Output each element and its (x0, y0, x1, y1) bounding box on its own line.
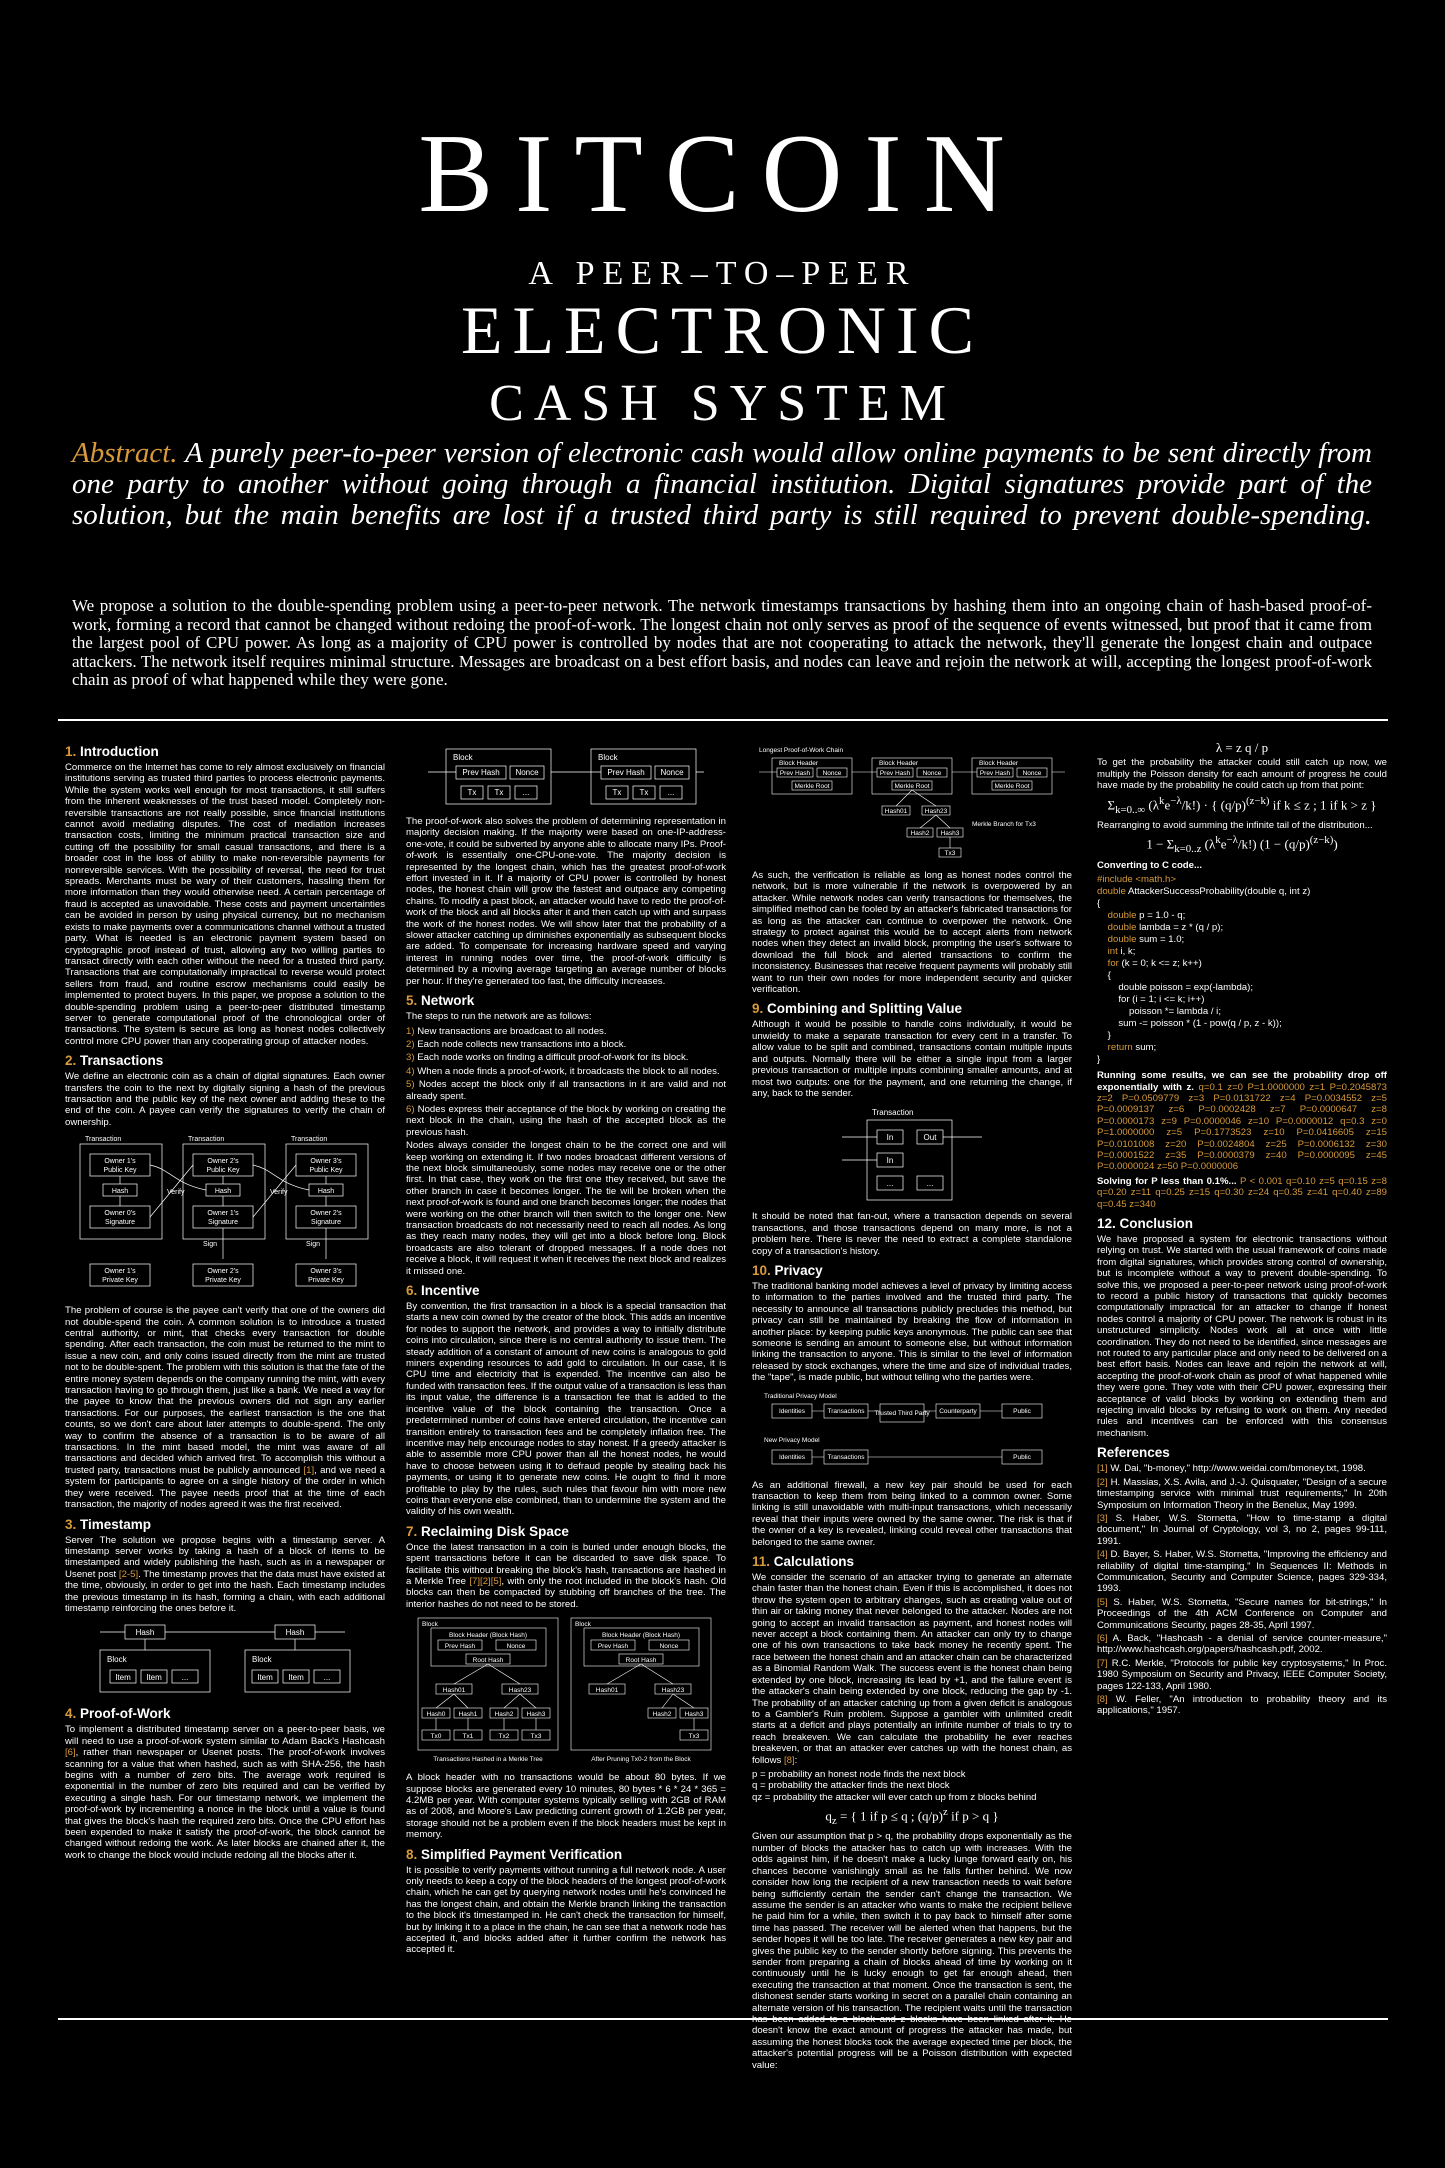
svg-text:Tx: Tx (612, 788, 622, 797)
abstract-label: Abstract. (72, 437, 178, 469)
svg-text:...: ... (886, 1179, 894, 1189)
svg-text:Transactions Hashed in a Merkl: Transactions Hashed in a Merkle Tree (433, 1756, 543, 1764)
svg-text:Item: Item (146, 1673, 162, 1683)
svg-text:In: In (886, 1133, 894, 1143)
svg-text:Identities: Identities (778, 1453, 806, 1461)
section-heading: 4. Proof-of-Work (65, 1706, 171, 1722)
code-line: for (k = 0; k <= z; k++) (1097, 958, 1202, 970)
code-line: poisson *= lambda / i; (1097, 1006, 1221, 1018)
code-line: int i, k; (1097, 946, 1136, 958)
svg-text:Merkle Root: Merkle Root (894, 783, 930, 790)
svg-text:Hash23: Hash23 (924, 808, 948, 815)
svg-text:Block: Block (453, 753, 473, 762)
code-line: double AttackerSuccessProbability(double q, int z) (1097, 886, 1311, 898)
svg-text:Hash: Hash (111, 1188, 129, 1196)
svg-text:Merkle Branch for Tx3: Merkle Branch for Tx3 (972, 821, 1036, 828)
section-heading: 5. Network (406, 993, 475, 1009)
svg-text:Public Key: Public Key (103, 1167, 137, 1175)
definition: p = probability an honest node finds the next block (752, 1768, 966, 1780)
abstract-text: A purely peer-to-peer version of electronic cash would allow online payments to be sent directly from one party to another without going through a financial institution. Digital signatures provide part of the solution, but the main benefits are lost if a trusted third party is still required to prevent double-spending. (72, 437, 1372, 531)
svg-text:Public Key: Public Key (206, 1167, 240, 1175)
svg-text:Out: Out (923, 1133, 937, 1143)
code-line: #include <math.h> (1097, 874, 1176, 886)
equation-lambda: λ = z q / p (1215, 740, 1269, 755)
svg-text:Block: Block (422, 1621, 438, 1629)
section-text: Server The solution we propose begins with a timestamp server. A timestamp server works by taking a hash of a block of items to be timestamped and widely publishing the hash, such as in a newspaper or Usenet post [2-5]. The timestamp proves that the data must have existed at the time, obviously, in order to get into the hash. Each timestamp includes the previous timestamp in its hash, forming a chain, with each additional timestamp reinforcing the ones before it. (65, 1534, 385, 1614)
section-heading: 6. Incentive (406, 1283, 480, 1299)
transactions-diagram (75, 1134, 375, 1299)
svg-text:Tx: Tx (494, 788, 504, 797)
svg-text:Item: Item (257, 1673, 273, 1683)
svg-text:Owner 2's: Owner 2's (310, 1210, 342, 1218)
section-heading: 11. Calculations (752, 1554, 855, 1570)
code-line: double p = 1.0 - q; (1097, 910, 1186, 922)
code-line: double sum = 1.0; (1097, 934, 1185, 946)
section-text: By convention, the first transaction in a block is a special transaction that starts a new coin owned by the creator of the block. This adds an incentive for nodes to support the network, and provides a way to initially distribute coins into circulation, since there is no central authority to issue them. The steady addition of a constant of amount of new coins is analogous to gold miners expending resources to add gold to circulation. In our case, it is CPU time and electricity that is expended. The incentive can also be funded with transaction fees. If the output value of a transaction is less than its input value, the difference is a transaction fee that is added to the incentive value of the block containing the transaction. Once a predetermined number of coins have entered circulation, the incentive can transition entirely to transaction fees and be completely inflation free. The incentive may help encourage nodes to stay honest. If a greedy attacker is able to assemble more CPU power than all the honest nodes, he would have to choose between using it to defraud people by stealing back his payments, or using it to generate new coins. He ought to find it more profitable to play by the rules, such rules that favour him with more new coins than everyone else combined, than to undermine the system and the validity of his own wealth. (406, 1301, 726, 1518)
references-list (1097, 1463, 1387, 1717)
bottom-divider (58, 2018, 1388, 2020)
svg-text:Tx: Tx (467, 788, 477, 797)
list-item: 1) New transactions are broadcast to all nodes. (406, 1025, 607, 1037)
svg-text:Private Key: Private Key (308, 1277, 344, 1285)
svg-text:Prev Hash: Prev Hash (607, 768, 645, 777)
section-text: Nodes always consider the longest chain to be the correct one and will keep working on extending it. If two nodes broadcast different versions of the next block simultaneously, some nodes may receive one or the other first. In that case, they work on the first one they received, but save the other branch in case it becomes longer. The tie will be broken when the next proof-of-work is found and one branch becomes longer; the nodes that were working on the other branch will then switch to the longer one. New transaction broadcasts do not necessarily need to reach all nodes. As long as they reach many nodes, they will get into a block before long. Block broadcasts are also tolerant of dropped messages. If a node does not receive a block, it will request it when it receives the next block and realizes it missed one. (406, 1140, 726, 1277)
reference-item: [3] S. Haber, W.S. Stornetta, "How to time-stamp a digital document," In Journal of Cryptology, vol 3, no 2, pages 99-111, 1991. (1097, 1512, 1387, 1547)
svg-text:Tx0: Tx0 (430, 1733, 442, 1741)
svg-text:Tx2: Tx2 (498, 1733, 510, 1741)
svg-text:...: ... (323, 1673, 331, 1683)
svg-text:Hash1: Hash1 (458, 1711, 478, 1719)
reference-item: [1] W. Dai, "b-money," http://www.weidai.com/bmoney.txt, 1998. (1097, 1463, 1366, 1475)
merkle-tree-diagram (416, 1616, 716, 1766)
svg-text:Hash: Hash (214, 1188, 232, 1196)
svg-text:Prev Hash: Prev Hash (597, 1643, 629, 1651)
svg-text:Owner 2's: Owner 2's (207, 1268, 239, 1276)
svg-text:Root Hash: Root Hash (625, 1657, 657, 1665)
section-text: It is possible to verify payments without running a full network node. A user only needs to keep a copy of the block headers of the longest proof-of-work chain, which he can get by querying network nodes until he's convinced he has the longest chain, and obtain the Merkle branch linking the transaction to the block it's timestamped in. He can't check the transaction for himself, but by linking it to a place in the chain, he can see that a network node has accepted it, and blocks added after it further confirm the network has accepted it. (406, 1864, 726, 1956)
proof-of-work-diagram (426, 744, 706, 810)
svg-text:Block Header: Block Header (779, 760, 819, 767)
section-text: The problem of course is the payee can't verify that one of the owners did not double-spend the coin. A common solution is to introduce a trusted central authority, or mint, that checks every transaction for double spending. After each transaction, the coin must be returned to the mint to issue a new coin, and only coins issued directly from the mint are trusted not to be double-spent. The problem with this solution is that the fate of the entire money system depends on the company running the mint, with every transaction having to go through them, just like a bank. We need a way for the payee to know that the previous owners did not sign any earlier transactions. For our purposes, the earliest transaction is the one that counts, so we don't care about later attempts to double-spend. The only way to confirm the absence of a transaction is to be aware of all transactions. In the mint based model, the mint was aware of all transactions and decided which arrived first. To accomplish this without a trusted party, transactions must be publicly announced [1], and we need a system for participants to agree on a single history of the order in which they were received. The payee needs proof that at the time of each transaction, the majority of nodes agreed it was the first received. (65, 1305, 385, 1511)
code-line: double poisson = exp(-lambda); (1097, 982, 1253, 994)
section-heading: 1. Introduction (65, 744, 159, 759)
svg-text:Transaction: Transaction (85, 1136, 122, 1144)
code-title: Converting to C code... (1097, 859, 1203, 871)
section-text: As such, the verification is reliable as long as honest nodes control the network, but is more vulnerable if the network is overpowered by an attacker. While network nodes can verify transactions for themselves, the simplified method can be fooled by an attacker's fabricated transactions for as long as the attacker can continue to overpower the network. One strategy to protect against this would be to accept alerts from network nodes when they detect an invalid block, prompting the user's software to download the full block and alerted transactions to confirm the inconsistency. Businesses that receive frequent payments will probably still want to run their own nodes for more independent security and quicker verification. (752, 870, 1072, 996)
list-item: 4) When a node finds a proof-of-work, it broadcasts the block to all nodes. (406, 1065, 720, 1077)
svg-text:Hash01: Hash01 (884, 808, 908, 815)
section-text: The steps to run the network are as follows: (406, 1011, 592, 1023)
section-heading: 8. Simplified Payment Verification (406, 1846, 623, 1862)
definition: q = probability the attacker finds the next block (752, 1780, 950, 1792)
results-text: Running some results, we can see the probability drop off exponentially with z. q=0.1 z=0 P=1.0000000 z=1 P=0.2045873 z=2 P=0.0509779 z=3 P=0.0131722 z=4 P=0.0034552 z=5 P=0.0009137 z=6 P=0.0002428 z=7 P=0.0000647 z=8 P=0.0000173 z=9 P=0.0000046 z=10 P=0.0000012 q=0.3 z=0 P=1.0000000 z=5 P=0.1773523 z=10 P=0.0416605 z=15 P=0.0101008 z=20 P=0.0024804 z=25 P=0.0006132 z=30 P=0.0001522 z=35 P=0.0000379 z=40 P=0.0000095 z=45 P=0.0000024 z=50 P=0.0000006 (1097, 1070, 1387, 1173)
reference-item: [7] R.C. Merkle, "Protocols for public key cryptosystems," In Proc. 1980 Symposium on Security and Privacy, IEEE Computer Society, pages 122-133, April 1980. (1097, 1657, 1387, 1692)
svg-text:Owner 0's: Owner 0's (104, 1210, 136, 1218)
intro-paragraph: We propose a solution to the double-spending problem using a peer-to-peer network. The network timestamps transactions by hashing them into an ongoing chain of hash-based proof-of-work, forming a record that cannot be changed without redoing the proof-of-work. The longest chain not only serves as proof of the sequence of events witnessed, but proof that it came from the largest pool of CPU power. As long as a majority of CPU power is controlled by nodes that are not cooperating to attack the network, they'll generate the longest chain and outpace attackers. The network itself requires minimal structure. Messages are broadcast on a best effort basis, and nodes can leave and rejoin the network at will, accepting the longest proof-of-work chain as proof of what happened while they were gone. (72, 596, 1372, 690)
svg-text:Nonce: Nonce (1022, 770, 1042, 777)
column-3 (752, 738, 1072, 2071)
code-line: } (1097, 1030, 1111, 1042)
svg-text:Hash: Hash (135, 1628, 155, 1638)
svg-text:Tx: Tx (639, 788, 649, 797)
section-text: To get the probability the attacker could still catch up now, we multiply the Poisson density for each amount of progress he could have made by the probability he could catch up from that point: (1097, 757, 1387, 792)
section-text: Although it would be possible to handle coins individually, it would be unwieldy to make a separate transaction for every cent in a transfer. To allow value to be split and combined, transactions contain multiple inputs and outputs. Normally there will be either a single input from a larger previous transaction or multiple inputs combining smaller amounts, and at most two outputs: one for the payment, and one returning the change, if any, back to the sender. (752, 1019, 1072, 1099)
section-text: We consider the scenario of an attacker trying to generate an alternate chain faster than the honest chain. Even if this is accomplished, it does not throw the system open to arbitrary changes, such as creating value out of thin air or taking money that never belonged to the attacker. Nodes are not going to accept an invalid transaction as payment, and honest nodes will never accept a block containing them. An attacker can only try to change one of his own transactions to take back money he recently spent. The race between the honest chain and an attacker chain can be characterized as a Binomial Random Walk. The success event is the honest chain being extended by one block, increasing its lead by +1, and the failure event is the attacker's chain being extended by one block, reducing the gap by -1. The probability of an attacker catching up from a given deficit is analogous to a Gambler's Ruin problem. Suppose a gambler with unlimited credit starts at a deficit and plays potentially an infinite number of trials to try to reach breakeven. We can calculate the probability he ever reaches breakeven, or that an attacker ever catches up with the honest chain, as follows [8]: (752, 1572, 1072, 1766)
svg-text:Prev Hash: Prev Hash (779, 770, 811, 777)
poster-title: BITCOIN (418, 112, 1027, 236)
column-4 (1097, 738, 1387, 1978)
svg-text:Hash0: Hash0 (426, 1711, 446, 1719)
svg-text:Hash2: Hash2 (494, 1711, 514, 1719)
svg-text:Prev Hash: Prev Hash (444, 1643, 476, 1651)
section-text: We define an electronic coin as a chain of digital signatures. Each owner transfers the coin to the next by digitally signing a hash of the previous transaction and the public key of the next owner and adding these to the end of the coin. A payee can verify the signatures to verify the chain of ownership. (65, 1071, 385, 1128)
svg-text:Transactions: Transactions (827, 1407, 865, 1415)
code-line: { (1097, 898, 1101, 910)
section-heading: 12. Conclusion (1097, 1215, 1194, 1231)
subtitle-line-2: ELECTRONIC (460, 292, 985, 368)
top-divider (58, 719, 1388, 721)
svg-text:Trusted Third Party: Trusted Third Party (874, 1409, 930, 1417)
svg-text:Block: Block (598, 753, 618, 762)
svg-text:Hash2: Hash2 (910, 830, 930, 837)
svg-text:Tx3: Tx3 (944, 850, 956, 857)
section-heading: 7. Reclaiming Disk Space (406, 1523, 569, 1539)
code-line: } (1097, 1054, 1101, 1066)
section-text: Given our assumption that p > q, the probability drops exponentially as the number of blocks the attacker has to catch up with increases. With the odds against him, if he doesn't make a lucky lunge forward early on, his chances become vanishingly small as he falls further behind. We now consider how long the recipient of a new transaction needs to wait before being sufficiently certain the sender can't change the transaction. We assume the sender is an attacker who wants to make the recipient believe he paid him for a while, then switch it to pay back to himself after some time has passed. The receiver will be alerted when that happens, but the sender hopes it will be too late. The receiver generates a new key pair and gives the public key to the sender shortly before signing. This prevents the sender from preparing a chain of blocks ahead of time by working on it continuously until he is lucky enough to get far enough ahead, then executing the transaction at that moment. Once the transaction is sent, the dishonest sender starts working in secret on a parallel chain containing an alternate version of his transaction. The recipient waits until the transaction doesn't know the exact amount of progress the attacker has made, but assuming the honest blocks took the average expected time per block, the attacker's potential progress will be a Poisson distribution with expected value: (752, 1831, 1072, 2071)
svg-text:Owner 2's: Owner 2's (207, 1158, 239, 1166)
svg-text:Public: Public (1013, 1407, 1031, 1415)
section-text: We have proposed a system for electronic transactions without relying on trust. We started with the usual framework of coins made from digital signatures, which provides strong control of ownership, but is incomplete without a way to prevent double-spending. To solve this, we proposed a peer-to-peer network using proof-of-work to record a public history of transactions that quickly becomes computationally impractical for an attacker to change if honest nodes control a majority of CPU power. The network is robust in its unstructured simplicity. Nodes work all at once with little coordination. They do not need to be identified, since messages are not routed to any particular place and only need to be delivered on a best effort basis. Nodes can leave and rejoin the network at will, accepting the proof-of-work chain as proof of what happened while they were gone. They vote with their CPU power, expressing their acceptance of valid blocks by working on extending them and rejecting invalid blocks by refusing to work on them. Any needed rules and incentives can be enforced with this consensus mechanism. (1097, 1233, 1387, 1439)
subtitle-line-1: A PEER–TO–PEER (528, 255, 917, 292)
section-heading: 10. Privacy (752, 1262, 823, 1278)
svg-text:Longest Proof-of-Work Chain: Longest Proof-of-Work Chain (759, 747, 844, 754)
subtitle-line-3: CASH SYSTEM (489, 375, 956, 432)
code-line: double lambda = z * (q / p); (1097, 922, 1224, 934)
svg-text:Owner 1's: Owner 1's (207, 1210, 239, 1218)
svg-text:Owner 1's: Owner 1's (104, 1158, 136, 1166)
svg-text:Prev Hash: Prev Hash (979, 770, 1011, 777)
svg-text:Hash: Hash (285, 1628, 305, 1638)
column-1 (65, 738, 385, 1978)
code-line: for (i = 1; i <= k; i++) (1097, 994, 1205, 1006)
svg-text:Hash: Hash (317, 1188, 335, 1196)
solving-text: Solving for P less than 0.1%... P < 0.001 q=0.10 z=5 q=0.15 z=8 q=0.20 z=11 q=0.25 z=15 q=0.30 z=24 q=0.35 z=41 q=0.40 z=89 q=0.45 z=340 (1097, 1175, 1387, 1210)
reference-item: [6] A. Back, "Hashcash - a denial of service counter-measure," http://www.hashcash.org/papers/hashcash.pdf, 2002. (1097, 1632, 1387, 1656)
combine-split-diagram (832, 1105, 992, 1205)
svg-text:Block: Block (107, 1655, 127, 1665)
svg-text:Signature: Signature (311, 1219, 341, 1227)
reference-item: [5] S. Haber, W.S. Stornetta, "Secure names for bit-strings," In Proceedings of the 4th ACM Conference on Computer and Communications Security, pages 28-35, April 1997. (1097, 1596, 1387, 1631)
svg-text:Transaction: Transaction (188, 1136, 225, 1144)
spv-diagram (757, 744, 1067, 864)
svg-text:Item: Item (288, 1673, 304, 1683)
section-text: To implement a distributed timestamp server on a peer-to-peer basis, we will need to use a proof-of-work system similar to Adam Back's Hashcash [6], rather than newspaper or Usenet posts. The proof-of-work involves scanning for a value that when hashed, such as with SHA-256, the hash begins with a number of zero bits. The average work required is exponential in the number of zero bits required and can be verified by executing a single hash. For our timestamp network, we implement the proof-of-work by incrementing a nonce in the block until a value is found that gives the block's hash the required zero bits. Once the CPU effort has been expended to make it satisfy the proof-of-work, the block cannot be changed without redoing the work. As later blocks are chained after it, the work to change the block would include redoing all the blocks after it. (65, 1724, 385, 1861)
svg-text:Hash2: Hash2 (652, 1711, 672, 1719)
section-text: Once the latest transaction in a coin is buried under enough blocks, the spent transactions before it can be discarded to save disk space. To facilitate this without breaking the block's hash, transactions are hashed in a Merkle Tree [7][2][5], with only the root included in the block's hash. Old blocks can then be compacted by stubbing off branches of the tree. The interior hashes do not need to be stored. (406, 1541, 726, 1610)
svg-text:Nonce: Nonce (659, 1643, 679, 1651)
references-heading: References (1097, 1445, 1170, 1461)
section-heading: 9. Combining and Splitting Value (752, 1001, 963, 1017)
svg-text:Hash3: Hash3 (684, 1711, 704, 1719)
svg-text:Merkle Root: Merkle Root (994, 783, 1030, 790)
svg-text:Hash3: Hash3 (940, 830, 960, 837)
svg-text:Prev Hash: Prev Hash (462, 768, 500, 777)
section-text: Commerce on the Internet has come to rely almost exclusively on financial institutions serving as trusted third parties to process electronic payments. While the system works well enough for most transactions, it still suffers from the inherent weaknesses of the trust based model. Completely non-reversible transactions are not really possible, since financial institutions cannot avoid mediating disputes. The cost of mediation increases transaction costs, limiting the minimum practical transaction size and cutting off the possibility for small casual transactions, and there is a broader cost in the loss of ability to make non-reversible payments for nonreversible services. With the possibility of reversal, the need for trust spreads. Merchants must be wary of their customers, hassling them for more information than they would otherwise need. A certain percentage of fraud is accepted as unavoidable. These costs and payment uncertainties can be avoided in person by using physical currency, but no mechanism exists to make payments over a communications channel without a trusted party. What is needed is an electronic payment system based on cryptographic proof instead of trust, allowing any two willing parties to transact directly with each other without the need for a trusted third party. Transactions that are computationally impractical to reverse would protect sellers from fraud, and routine escrow mechanisms could easily be implemented to protect buyers. In this paper, we propose a solution to the double-spending problem using a peer-to-peer distributed timestamp server to generate computational proof of the chronological order of transactions. The system is secure as long as honest nodes collectively control more CPU power than any cooperating group of attacker nodes. (65, 762, 385, 1047)
svg-text:Hash23: Hash23 (508, 1687, 532, 1695)
section-text: The traditional banking model achieves a level of privacy by limiting access to information to the parties involved and the trusted third party. The necessity to announce all transactions publicly precludes this method, but privacy can still be maintained by breaking the flow of information in another place: by keeping public keys anonymous. The public can see that someone is sending an amount to someone else, but without information linking the transaction to anyone. This is similar to the level of information released by stock exchanges, where the time and size of individual trades, the "tape", is made public, but without telling who the parties were. (752, 1280, 1072, 1384)
svg-text:Counterparty: Counterparty (939, 1407, 977, 1415)
c-code-block (1097, 874, 1387, 1066)
svg-text:Tx3: Tx3 (530, 1733, 542, 1741)
svg-text:Private Key: Private Key (102, 1277, 138, 1285)
svg-text:...: ... (926, 1179, 934, 1189)
svg-text:Hash01: Hash01 (595, 1687, 619, 1695)
svg-text:Item: Item (115, 1673, 131, 1683)
svg-text:Prev Hash: Prev Hash (879, 770, 911, 777)
svg-text:Signature: Signature (105, 1219, 135, 1227)
section-text: Rearranging to avoid summing the infinite tail of the distribution... (1097, 819, 1373, 831)
svg-text:...: ... (667, 788, 675, 797)
svg-text:Signature: Signature (208, 1219, 238, 1227)
svg-text:Nonce: Nonce (822, 770, 842, 777)
equation-catch-up: $q_z$ = { 1 if p ≤ q ; $(q/p)^z$ if p > q } (825, 1806, 999, 1828)
svg-text:Merkle Root: Merkle Root (794, 783, 830, 790)
svg-text:Traditional Privacy Model: Traditional Privacy Model (764, 1392, 837, 1400)
svg-text:Block Header: Block Header (979, 760, 1019, 767)
svg-text:Nonce: Nonce (660, 768, 684, 777)
svg-text:Nonce: Nonce (506, 1643, 526, 1651)
column-2 (406, 738, 726, 1978)
section-heading: 3. Timestamp (65, 1516, 152, 1532)
svg-text:Tx3: Tx3 (688, 1733, 700, 1741)
svg-text:Sign: Sign (203, 1241, 218, 1249)
svg-text:Owner 3's: Owner 3's (310, 1268, 342, 1276)
svg-text:Public: Public (1013, 1453, 1031, 1461)
svg-text:Hash01: Hash01 (442, 1687, 466, 1695)
list-item: 6) Nodes express their acceptance of the block by working on creating the next block in the chain, using the hash of the accepted block as the previous hash. (406, 1103, 726, 1138)
svg-text:Transaction: Transaction (872, 1108, 914, 1118)
list-item: 5) Nodes accept the block only if all transactions in it are valid and not already spent. (406, 1079, 726, 1102)
equation-poisson-sum: $\Sigma_{k=0..\infty}$ $(\lambda^ke^{-\lambda}/k!)$ · { $(q/p)^{(z-k)}$ if k ≤ z ; 1 if k > z } (1107, 794, 1377, 816)
section-heading: 2. Transactions (65, 1053, 164, 1069)
timestamp-diagram (95, 1620, 355, 1700)
svg-text:Transactions: Transactions (827, 1453, 865, 1461)
svg-text:New Privacy Model: New Privacy Model (764, 1436, 820, 1444)
svg-text:...: ... (522, 788, 530, 797)
svg-text:Sign: Sign (306, 1241, 321, 1249)
section-text: It should be noted that fan-out, where a transaction depends on several transactions, and those transactions depend on many more, is not a problem here. There is never the need to extract a complete standalone copy of a transaction's history. (752, 1211, 1072, 1257)
section-text: As an additional firewall, a new key pair should be used for each transaction to keep them from being linked to a common owner. Some linking is still unavoidable with multi-input transactions, which necessarily reveal that their inputs were owned by the same owner. The risk is that if the owner of a key is revealed, linking could reveal other transactions that belonged to the same owner. (752, 1479, 1072, 1548)
svg-text:Verify: Verify (270, 1189, 288, 1197)
code-line: sum -= poisson * (1 - pow(q / p, z - k)); (1097, 1018, 1282, 1030)
svg-text:Identities: Identities (778, 1407, 806, 1415)
code-line: { (1097, 970, 1111, 982)
svg-text:Hash23: Hash23 (661, 1687, 685, 1695)
definition: qz = probability the attacker will ever catch up from z blocks behind (752, 1791, 1037, 1803)
svg-text:Verify: Verify (167, 1189, 185, 1197)
svg-text:Owner 1's: Owner 1's (104, 1268, 136, 1276)
svg-text:...: ... (181, 1673, 189, 1683)
svg-text:Hash3: Hash3 (526, 1711, 546, 1719)
svg-text:Transaction: Transaction (291, 1136, 328, 1144)
svg-text:Block: Block (575, 1621, 591, 1629)
network-steps (406, 1026, 726, 1139)
list-item: 3) Each node works on finding a difficult proof-of-work for its block. (406, 1052, 689, 1064)
svg-text:Block Header: Block Header (879, 760, 919, 767)
svg-text:Public Key: Public Key (309, 1167, 343, 1175)
list-item: 2) Each node collects new transactions into a block. (406, 1038, 627, 1050)
svg-text:Block Header (Block Hash): Block Header (Block Hash) (448, 1632, 528, 1640)
section-text: The proof-of-work also solves the problem of determining representation in majority decision making. If the majority were based on one-IP-address-one-vote, it could be subverted by anyone able to allocate many IPs. Proof-of-work is essentially one-CPU-one-vote. The majority decision is represented by the longest chain, which has the greatest proof-of-work effort invested in it. If a majority of CPU power is controlled by honest nodes, the honest chain will grow the fastest and outpace any competing chains. To modify a past block, an attacker would have to redo the proof-of-work of the block and all blocks after it and then catch up with and surpass the work of the honest nodes. We will show later that the probability of a slower attacker catching up diminishes exponentially as subsequent blocks are added. To compensate for increasing hardware speed and varying interest in running nodes over time, the proof-of-work difficulty is determined by a moving average targeting an average number of blocks per hour. If they're generated too fast, the difficulty increases. (406, 816, 726, 987)
reference-item: [8] W. Feller, "An introduction to probability theory and its applications," 1957. (1097, 1694, 1388, 1717)
reference-item: [4] D. Bayer, S. Haber, W.S. Stornetta, "Improving the efficiency and reliability of digital time-stamping," In Sequences II: Methods in Communication, Security and Computer Science, pages 329-334, 1993. (1097, 1549, 1387, 1595)
svg-text:Tx1: Tx1 (462, 1733, 474, 1741)
svg-text:Private Key: Private Key (205, 1277, 241, 1285)
section-text: A block header with no transactions would be about 80 bytes. If we suppose blocks are generated every 10 minutes, 80 bytes * 6 * 24 * 365 = 4.2MB per year. With computer systems typically selling with 2GB of RAM as of 2008, and Moore's Law predicting current growth of 1.2GB per year, storage should not be a problem even if the block headers must be kept in memory. (406, 1772, 726, 1841)
svg-text:Owner 3's: Owner 3's (310, 1158, 342, 1166)
svg-text:Root Hash: Root Hash (472, 1657, 504, 1665)
equation-rearranged: $1 - \Sigma_{k=0..z}$ $(\lambda^ke^{-\lambda}/k!) (1 - (q/p)^{(z-k)})$ (1146, 834, 1338, 856)
svg-text:Block: Block (252, 1655, 272, 1665)
svg-text:Nonce: Nonce (515, 768, 539, 777)
svg-text:After Pruning Tx0-2 from the B: After Pruning Tx0-2 from the Block (591, 1756, 691, 1764)
reference-item: [2] H. Massias, X.S. Avila, and J.-J. Quisquater, "Design of a secure timestamping service with minimal trust requirements," In 20th Symposium on Information Theory in the Benelux, May 1999. (1097, 1476, 1387, 1511)
code-line: return sum; (1097, 1042, 1157, 1054)
abstract (72, 438, 1372, 531)
svg-text:In: In (886, 1156, 894, 1166)
svg-text:Nonce: Nonce (922, 770, 942, 777)
privacy-diagram (762, 1390, 1062, 1474)
svg-text:Block Header (Block Hash): Block Header (Block Hash) (601, 1632, 681, 1640)
